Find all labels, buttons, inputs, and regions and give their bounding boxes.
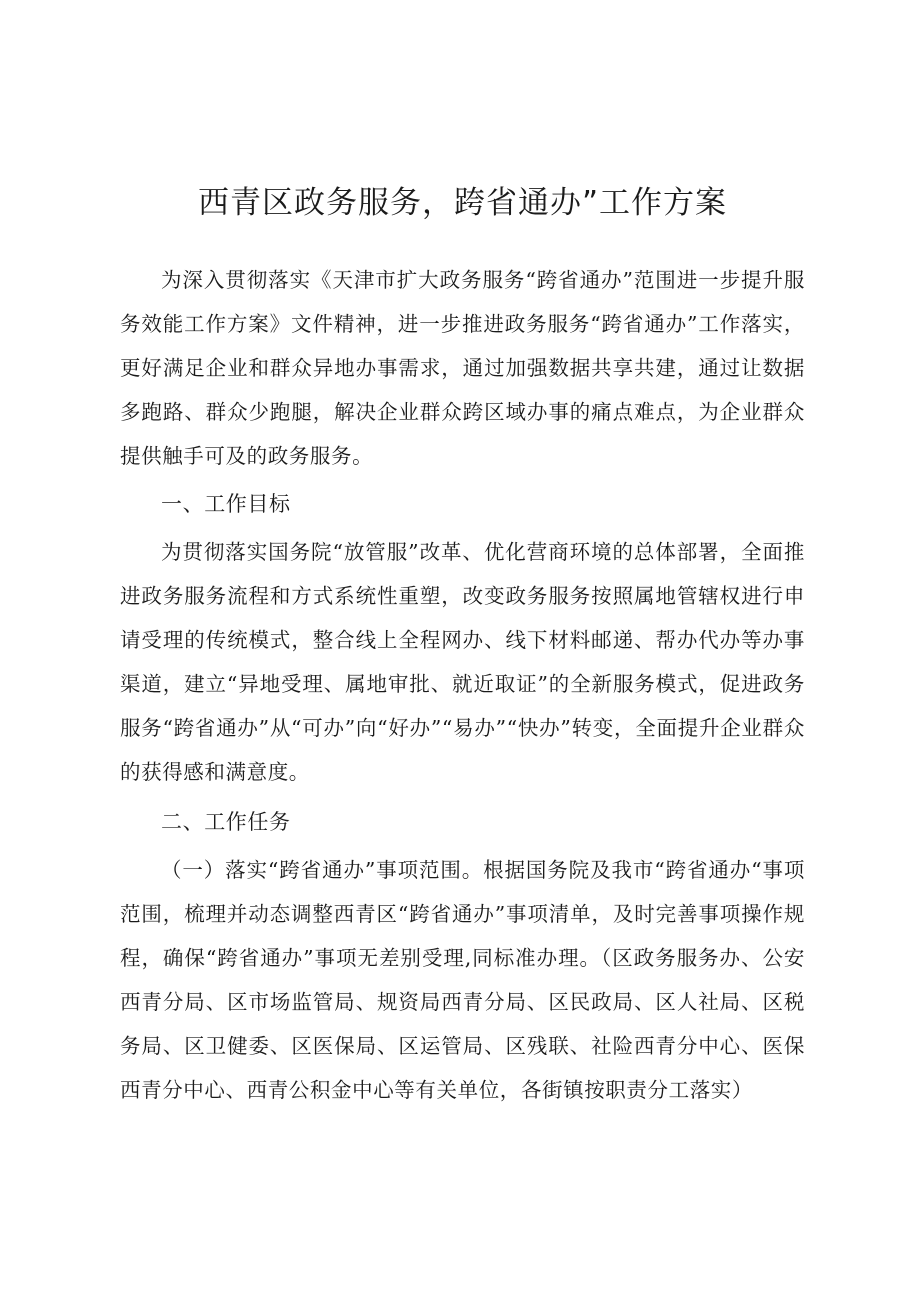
section-paragraph-goals: 为贯彻落实国务院“放管服”改革、优化营商环境的总体部署，全面推进政务服务流程和方式系统性重塑，改变政务服务按照属地管辖权进行申请受理的传统模式，整合线上全程网办、线下材料邮递、帮办代办等办事渠道，建立“异地受理、属地审批、就近取证”的全新服务模式，促进政务服务“跨省通办”从“可办”向“好办”“易办”“快办”转变，全面提升企业群众的获得感和满意度。 bbox=[120, 540, 805, 784]
section-paragraph-tasks: （一）落实“跨省通办”事项范围。根据国务院及我市“跨省通办“事项范围，梳理并动态调整西青区“跨省通办”事项清单，及时完善事项操作规程，确保“跨省通办”事项无差别受理,同标准办理。（区政务服务办、公安西青分局、区市场监管局、规资局西青分局、区民政局、区人社局、区税务局、区卫健委、区医保局、区运管局、区残联、社险西青分中心、医保西青分中心、西青公积金中心等有关单位，各街镇按职责分工落实） bbox=[120, 858, 805, 1102]
document-title: 西青区政务服务，跨省通办”工作方案 bbox=[197, 185, 728, 221]
intro-paragraph: 为深入贯彻落实《天津市扩大政务服务“跨省通办”范围进一步提升服务效能工作方案》文件精神，进一步推进政务服务“跨省通办”工作落实，更好满足企业和群众异地办事需求，通过加强数据共享共建，通过让数据多跑路、群众少跑腿，解决企业群众跨区域办事的痛点难点，为企业群众提供触手可及的政务服务。 bbox=[120, 268, 805, 468]
section-heading-goals: 一、工作目标 bbox=[161, 492, 291, 516]
section-heading-tasks: 二、工作任务 bbox=[161, 810, 291, 834]
